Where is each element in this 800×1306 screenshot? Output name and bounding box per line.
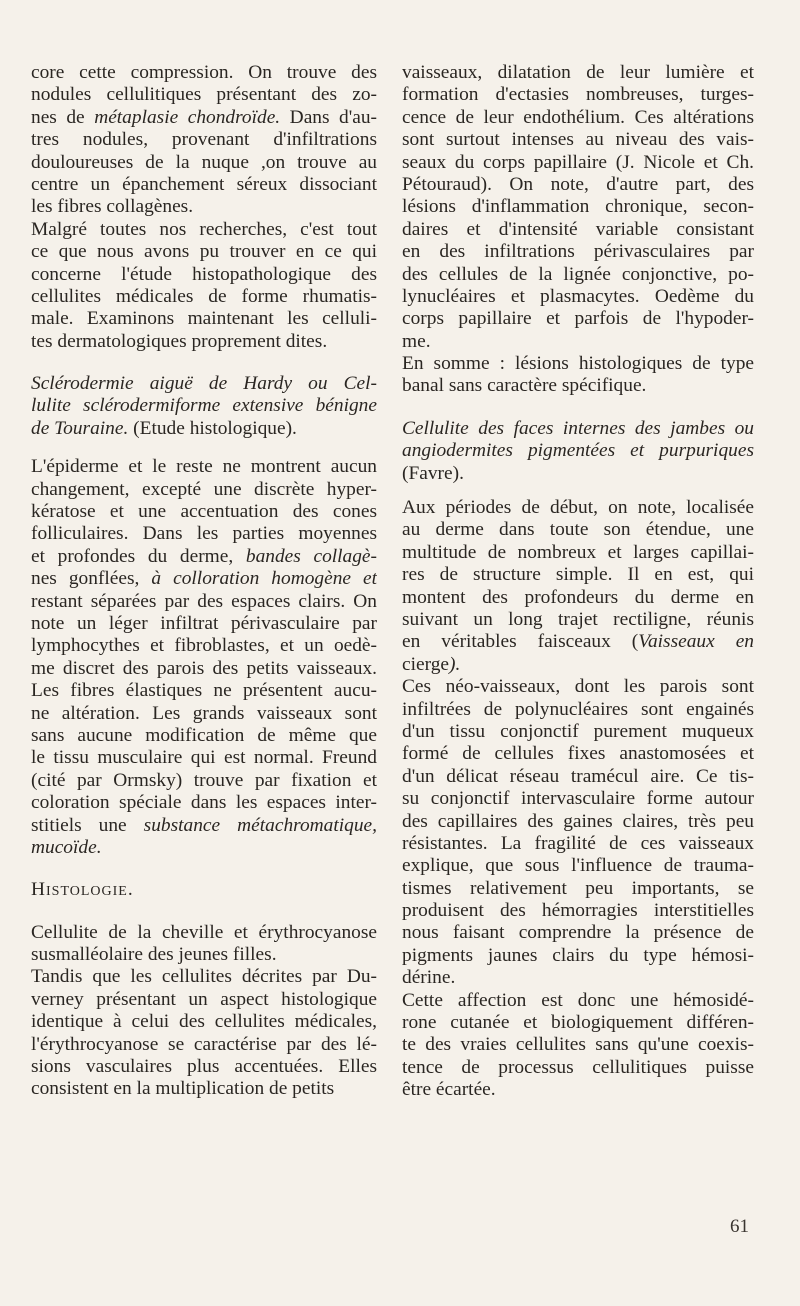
text-line: formé de cellules fixes anastomosées et: [402, 743, 754, 765]
text-line: lymphocythes et fibroblastes, et un oedè-: [31, 635, 377, 657]
text-line: folliculaires. Dans les parties moyennes: [31, 523, 377, 545]
text-line: d'un tissu conjonctif purement muqueux: [402, 720, 754, 742]
spacer: [31, 859, 377, 879]
text-line: dérine.: [402, 967, 456, 989]
text-line: L'épiderme et le reste ne montrent aucun: [31, 456, 377, 478]
text-line: verney présentant un aspect histologique: [31, 988, 377, 1010]
text-line: [31, 837, 377, 859]
text-line: Sclérodermie aiguë de Hardy ou Cel-: [31, 373, 377, 395]
left-column: [31, 62, 377, 1101]
text-line: au derme dans toute son étendue, une: [402, 519, 754, 541]
spacer: [402, 398, 754, 418]
text-run: nes de: [31, 106, 95, 128]
spacer: [31, 902, 377, 922]
italic-term: métaplasie chondroïde.: [94, 106, 281, 128]
text-line: changement, excepté une discrète hyper-: [31, 478, 377, 500]
text-run: (Etude histologique).: [128, 417, 297, 439]
text-line: Malgré toutes nos recherches, c'est tout: [31, 218, 377, 240]
text-run: cierge: [402, 653, 450, 675]
text-line: Tandis que les cellulites décrites par Du-: [31, 966, 377, 988]
text-line: Cellulite des faces internes des jambes ou: [402, 417, 754, 439]
text-line: multitude de nombreux et larges capillai-: [402, 541, 754, 563]
text-line: [31, 418, 377, 440]
text-line: pigments jaunes clairs du type hémosi-: [402, 944, 754, 966]
text-line: résistantes. La fragilité de ces vaisseaux: [402, 832, 754, 854]
text-line: [402, 654, 754, 676]
text-run: Dans d'au-: [280, 106, 377, 128]
text-line: tence de processus cellulitiques puisse: [402, 1056, 754, 1078]
text-run: (Favre).: [402, 462, 464, 484]
italic-term: ).: [449, 653, 461, 675]
text-run: stitiels une: [31, 814, 144, 836]
spacer: [402, 485, 754, 497]
paragraph: [31, 62, 377, 219]
text-line: lésions d'inflammation chronique, secon-: [402, 196, 754, 218]
italic-term: mucoïde.: [31, 836, 102, 858]
text-line: le tissu musculaire qui est normal. Freund: [31, 747, 377, 769]
text-line: cellulites médicales de forme rhumatis-: [31, 285, 377, 307]
text-line: montent des profondeurs du derme en: [402, 586, 754, 608]
text-line: me.: [402, 330, 431, 352]
text-line: produisent des hémorragies interstitielles: [402, 900, 754, 922]
italic-term: substance métachromatique,: [143, 814, 377, 836]
text-line: des cellules de la lignée conjonctive, po-: [402, 263, 754, 285]
text-line: kératose et une accentuation des cones: [31, 501, 377, 523]
text-line: suivant un long trajet rectiligne, réunis: [402, 608, 754, 630]
text-line: Cellulite de la cheville et érythrocyanose: [31, 921, 377, 943]
text-line: [31, 107, 377, 129]
text-line: d'un délicat réseau tramécul aire. Ce tis-: [402, 765, 754, 787]
text-line: ne altération. Les grands vaisseaux sont: [31, 702, 377, 724]
text-line: core cette compression. On trouve des: [31, 62, 377, 83]
text-line: être écartée.: [402, 1079, 496, 1101]
text-run: et profondes du derme,: [31, 545, 246, 567]
subsection-heading: [402, 418, 754, 485]
paragraph: [31, 922, 377, 967]
text-line: [31, 546, 377, 568]
text-line: seaux du corps papillaire (J. Nicole et Ch.: [402, 151, 754, 173]
text-run: en véritables faisceaux (: [402, 631, 639, 653]
text-line: male. Examinons maintenant les celluli-: [31, 308, 377, 330]
text-line: lynucléaires et plasmacytes. Oedème du: [402, 285, 754, 307]
spacer: [31, 440, 377, 456]
text-line: [402, 463, 754, 485]
text-line: l'érythrocyanose se caractérise par des lé-: [31, 1033, 377, 1055]
paragraph: [402, 497, 754, 676]
text-line: Pétouraud). On note, d'autre part, des: [402, 173, 754, 195]
text-line: susmalléolaire des jeunes filles.: [31, 944, 277, 966]
text-line: consistent en la multiplication de petits: [31, 1078, 335, 1100]
text-line: tes dermatologiques proprement dites.: [31, 330, 328, 352]
text-line: sans aucune modification de même que: [31, 724, 377, 746]
paragraph: [31, 966, 377, 1100]
text-line: corps papillaire et parfois de l'hypoder-: [402, 308, 754, 330]
text-line: [31, 568, 377, 590]
text-run: nes gonflées,: [31, 568, 140, 590]
italic-term: à colloration homogène et: [139, 568, 377, 590]
text-line: restant séparées par des espaces clairs. On: [31, 590, 377, 612]
text-line: angiodermites pigmentées et purpuriques: [402, 440, 754, 462]
text-line: formation d'ectasies nombreuses, turges-: [402, 84, 754, 106]
spacer: [31, 353, 377, 373]
text-line: lulite sclérodermiforme extensive bénigne: [31, 395, 377, 417]
text-line: En somme : lésions histologiques de type: [402, 353, 754, 375]
text-line: tismes relativement peu importants, se: [402, 877, 754, 899]
text-line: infiltrées de polynucléaires sont engainés: [402, 698, 754, 720]
text-line: Ces néo-vaisseaux, dont les parois sont: [402, 676, 754, 698]
paragraph: [402, 676, 754, 989]
text-line: explique, que sous l'influence de trauma-: [402, 855, 754, 877]
italic-term: Vaisseaux en: [638, 631, 754, 653]
text-line: su conjonctif intervasculaire forme autour: [402, 788, 754, 810]
text-line: cence de leur endothélium. Ces altérations: [402, 106, 754, 128]
section-heading: Histologie.: [31, 879, 134, 901]
text-line: te des vraies cellulites sans qu'une coexis-: [402, 1034, 754, 1056]
text-line: douloureuses de la nuque ,on trouve au: [31, 151, 377, 173]
page-number: 61: [730, 1216, 749, 1237]
paragraph: [402, 62, 754, 353]
text-line: rone cutanée et biologiquement différen-: [402, 1012, 754, 1034]
text-line: nodules cellulitiques présentant des zo-: [31, 84, 377, 106]
text-line: Cette affection est donc une hémosidé-: [402, 989, 754, 1011]
text-line: nous faisant comprendre la présence de: [402, 922, 754, 944]
right-column: [402, 62, 754, 1102]
text-line: les fibres collagènes.: [31, 196, 194, 218]
text-line: centre un épanchement séreux dissociant: [31, 173, 377, 195]
text-line: concerne l'étude histopathologique des: [31, 263, 377, 285]
text-line: ce que nous avons pu trouver en ce qui: [31, 241, 377, 263]
text-line: res de structure simple. Il en est, qui: [402, 564, 754, 586]
italic-term: de Touraine.: [31, 417, 129, 439]
paragraph: [402, 353, 754, 398]
text-line: identique à celui des cellulites médicales,: [31, 1011, 377, 1033]
text-line: daires et d'intensité variable consistant: [402, 218, 754, 240]
text-line: [31, 815, 377, 837]
text-line: note un léger infiltrat périvasculaire par: [31, 612, 377, 634]
paragraph: [402, 990, 754, 1102]
text-line: tres nodules, provenant d'infiltrations: [31, 129, 377, 151]
text-line: me discret des parois des petits vaisseaux.: [31, 657, 377, 679]
text-line: (cité par Ormsky) trouve par fixation et: [31, 769, 377, 791]
text-line: sions vasculaires plus accentuées. Elles: [31, 1056, 377, 1078]
text-line: coloration spéciale dans les espaces inter-: [31, 792, 377, 814]
paragraph: [31, 456, 377, 859]
text-line: en des infiltrations périvasculaires par: [402, 241, 754, 263]
text-line: Aux périodes de début, on note, localisée: [402, 497, 754, 519]
text-line: banal sans caractère spécifique.: [402, 375, 647, 397]
text-line: Les fibres élastiques ne présentent aucu-: [31, 680, 377, 702]
text-line: [402, 631, 754, 653]
text-line: sont surtout intenses au niveau des vais-: [402, 129, 754, 151]
paragraph: [31, 219, 377, 353]
text-line: vaisseaux, dilatation de leur lumière et: [402, 62, 754, 83]
text-line: des capillaires des gaines claires, très peu: [402, 810, 754, 832]
italic-term: bandes collagè-: [245, 545, 377, 567]
subsection-heading: [31, 373, 377, 440]
